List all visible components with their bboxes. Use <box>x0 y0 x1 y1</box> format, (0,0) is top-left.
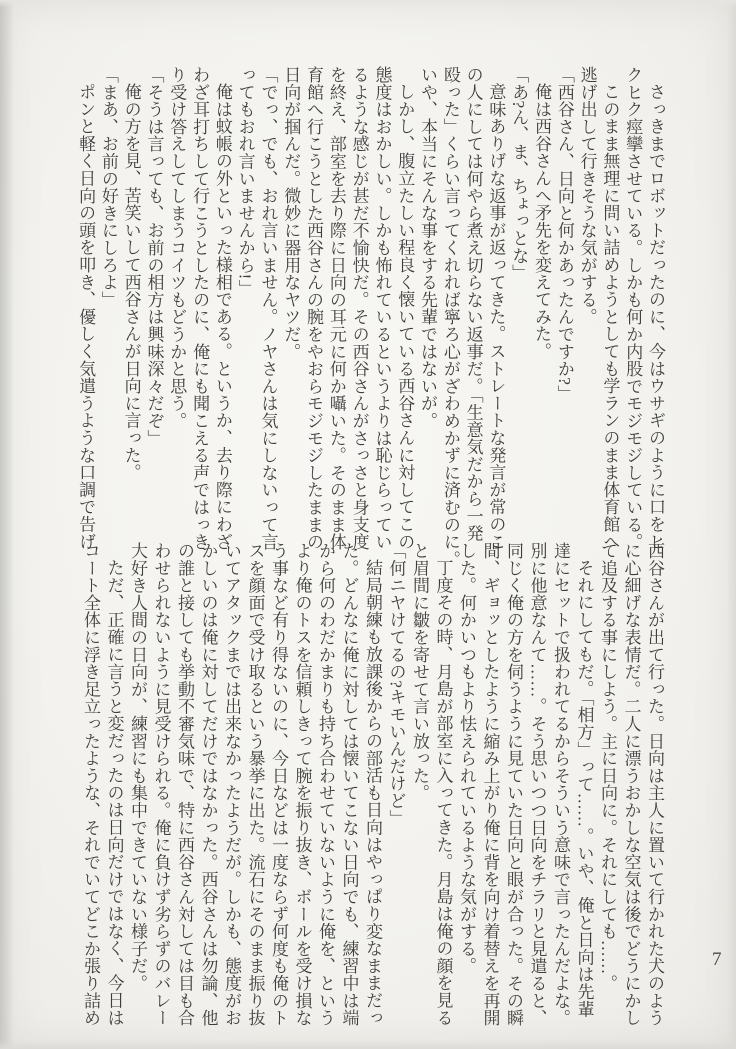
text-line: クヒク痙攣させている。しかも何か内股でモジモジしている。 <box>623 66 643 551</box>
text-line: 「そうは言っても、お前の相方は興味深々だぞ」 <box>144 66 164 447</box>
text-line: 別に他意なんて……。そう思いつつ日向をチラリと見遣ると、 <box>527 542 547 1027</box>
text-line: た。どんなに俺に対しては懐いてこない日向でも、練習中は端 <box>339 542 359 1027</box>
text-line: るような感じが甚だ不愉快だ。その西谷さんがさっさと身支度 <box>349 66 369 551</box>
text-line: の人にしては何やら煮え切らない返事だ。「生意気だから一発 <box>463 66 483 542</box>
text-line: から何のわだかまりも持ち合わせていないように俺を、という <box>316 542 335 1027</box>
text-line: に心細げな表情だ。二人に漂うおかしな空気は後でどうにかし <box>621 542 641 1027</box>
text-line: 達にセットで扱われてるからそういう意味で言ったんだよな。 <box>551 542 570 1027</box>
text-line: より俺のトスを信頼しきって腕を振り抜き、ボールを受け損な <box>292 542 312 1027</box>
text-line: 俺は蚊帳の外といった様相である。というか、去り際にわざ <box>212 83 232 551</box>
text-line: 結局朝練も放課後からの部活も日向はやっぱり変なままだっ <box>363 559 382 1027</box>
text-line: 「あ?ん、ま、ちょっとな」 <box>509 66 529 282</box>
text-line: 丁度その時、月島が部室に入ってきた。月島は俺の顔を見る <box>433 559 453 1027</box>
text-line: 「西谷さん、日向と何かあったんですか?」 <box>554 66 574 403</box>
text-line: を終え、部室を去り際に日向の耳元に何か囁いた。そのまま体 <box>326 66 346 551</box>
text-line: 間、ギョッとしたように縮み上がり俺に背を向け着替えを再開 <box>480 542 500 1027</box>
text-line: の誰と接しても挙動不審気味で、特に西谷さん対しては目も合 <box>175 542 194 1027</box>
text-line: 大好き人間の日向が、練習にも集中できていない様子だ。 <box>128 542 147 992</box>
text-line: 日向が掴んだ。微妙に器用なヤツだ。 <box>281 66 301 361</box>
text-line: 意味ありげな返事が返ってきた。ストレートな発言が常のこ <box>486 83 506 551</box>
text-line: ポンと軽く日向の頭を叩き、優しく気遣うような口調で告げ <box>76 83 96 551</box>
text-line: 「何ニヤけてるの?キモいんだけど」 <box>386 542 406 827</box>
page-number: 7 <box>712 949 722 970</box>
text-line: このまま無理に問い詰めようとしても学ランのまま体育館へ <box>600 83 620 551</box>
text-line: さっきまでロボットだったのに、今はウサギのように口をヒ <box>646 83 665 551</box>
text-line: 殴った」くらい言ってくれれば寧ろ心がざわめかずに済むのに。 <box>440 66 460 568</box>
text-line: わざ耳打ちして行こうとしたのに、俺にも聞こえる声ではっき <box>190 66 210 551</box>
text-line: ただ、正確に言うと変だったのは日向だけではなく、今日は <box>104 559 124 1027</box>
text-line: いてアタックまでは出来なかったようだが。しかも、態度がお <box>222 542 241 1027</box>
page-edge-shadow-top <box>0 0 736 7</box>
text-line: 俺の方を見、苦笑いして西谷さんが日向に言った。 <box>121 83 141 481</box>
text-block-top <box>73 66 666 568</box>
text-line: かしいのは俺に対してだけではなかった。西谷さんは勿論、他 <box>198 542 218 1027</box>
page-edge-shadow-bottom <box>0 1040 736 1049</box>
text-line: う事など有り得ないのに、今日などは一度ならず何度も俺のト <box>269 542 288 1027</box>
text-line: コート全体に浮き足立ったような、それでいてどこか張り詰め <box>81 542 100 1027</box>
text-block-bottom <box>77 542 666 1027</box>
text-line: 逃げ出して行きそうな気がする。 <box>577 66 597 326</box>
text-line: スを顔面で受け取るという暴挙に出た。流石にそのまま振り抜 <box>245 542 265 1027</box>
text-line: り受け答えしてしまうコイツもどうかと思う。 <box>167 66 187 430</box>
text-line: 「でっ、でも、おれ言いません。ノヤさんは気にしないって言 <box>258 66 278 551</box>
text-line: て追及する事にしよう。主に日向に。それにしても……。 <box>598 542 617 992</box>
text-line: 態度はおかしい。しかも怖れているというよりは恥じらってい <box>372 66 392 551</box>
text-line: それにしてもだ。「相方」って……。いや、俺と日向は先輩 <box>574 559 594 1018</box>
text-line: しかし、腹立たしい程良く懐いている西谷さんに対してこの <box>395 83 415 551</box>
text-line: わせられないように見受けられる。俺に負けず劣らずのバレー <box>151 542 171 1027</box>
text-line: した。何かいつもより怯えられているような気がする。 <box>457 542 476 975</box>
text-line: 育館へ行こうとした西谷さんの腕をやおらモジモジしたままの <box>304 66 324 551</box>
page-edge-shadow-right <box>727 0 736 1049</box>
text-line: 同じく俺の方を伺うように見ていた日向と眼が合った。その瞬 <box>504 542 523 1027</box>
text-line: 俺は西谷さんへ矛先を変えてみた。 <box>532 83 552 360</box>
text-line: 「まあ、お前の好きにしろよ」 <box>98 66 118 309</box>
text-line: と眉間に皺を寄せて言い放った。 <box>410 542 429 802</box>
text-line: ってもおれ言いませんから!」 <box>235 66 255 297</box>
text-line: 西谷さんが出て行った。日向は主人に置いて行かれた犬のよう <box>645 542 664 1027</box>
page-edge-shadow-left <box>0 0 14 1049</box>
text-line: いや、本当にそんな事をする先輩ではないが。 <box>418 66 438 430</box>
